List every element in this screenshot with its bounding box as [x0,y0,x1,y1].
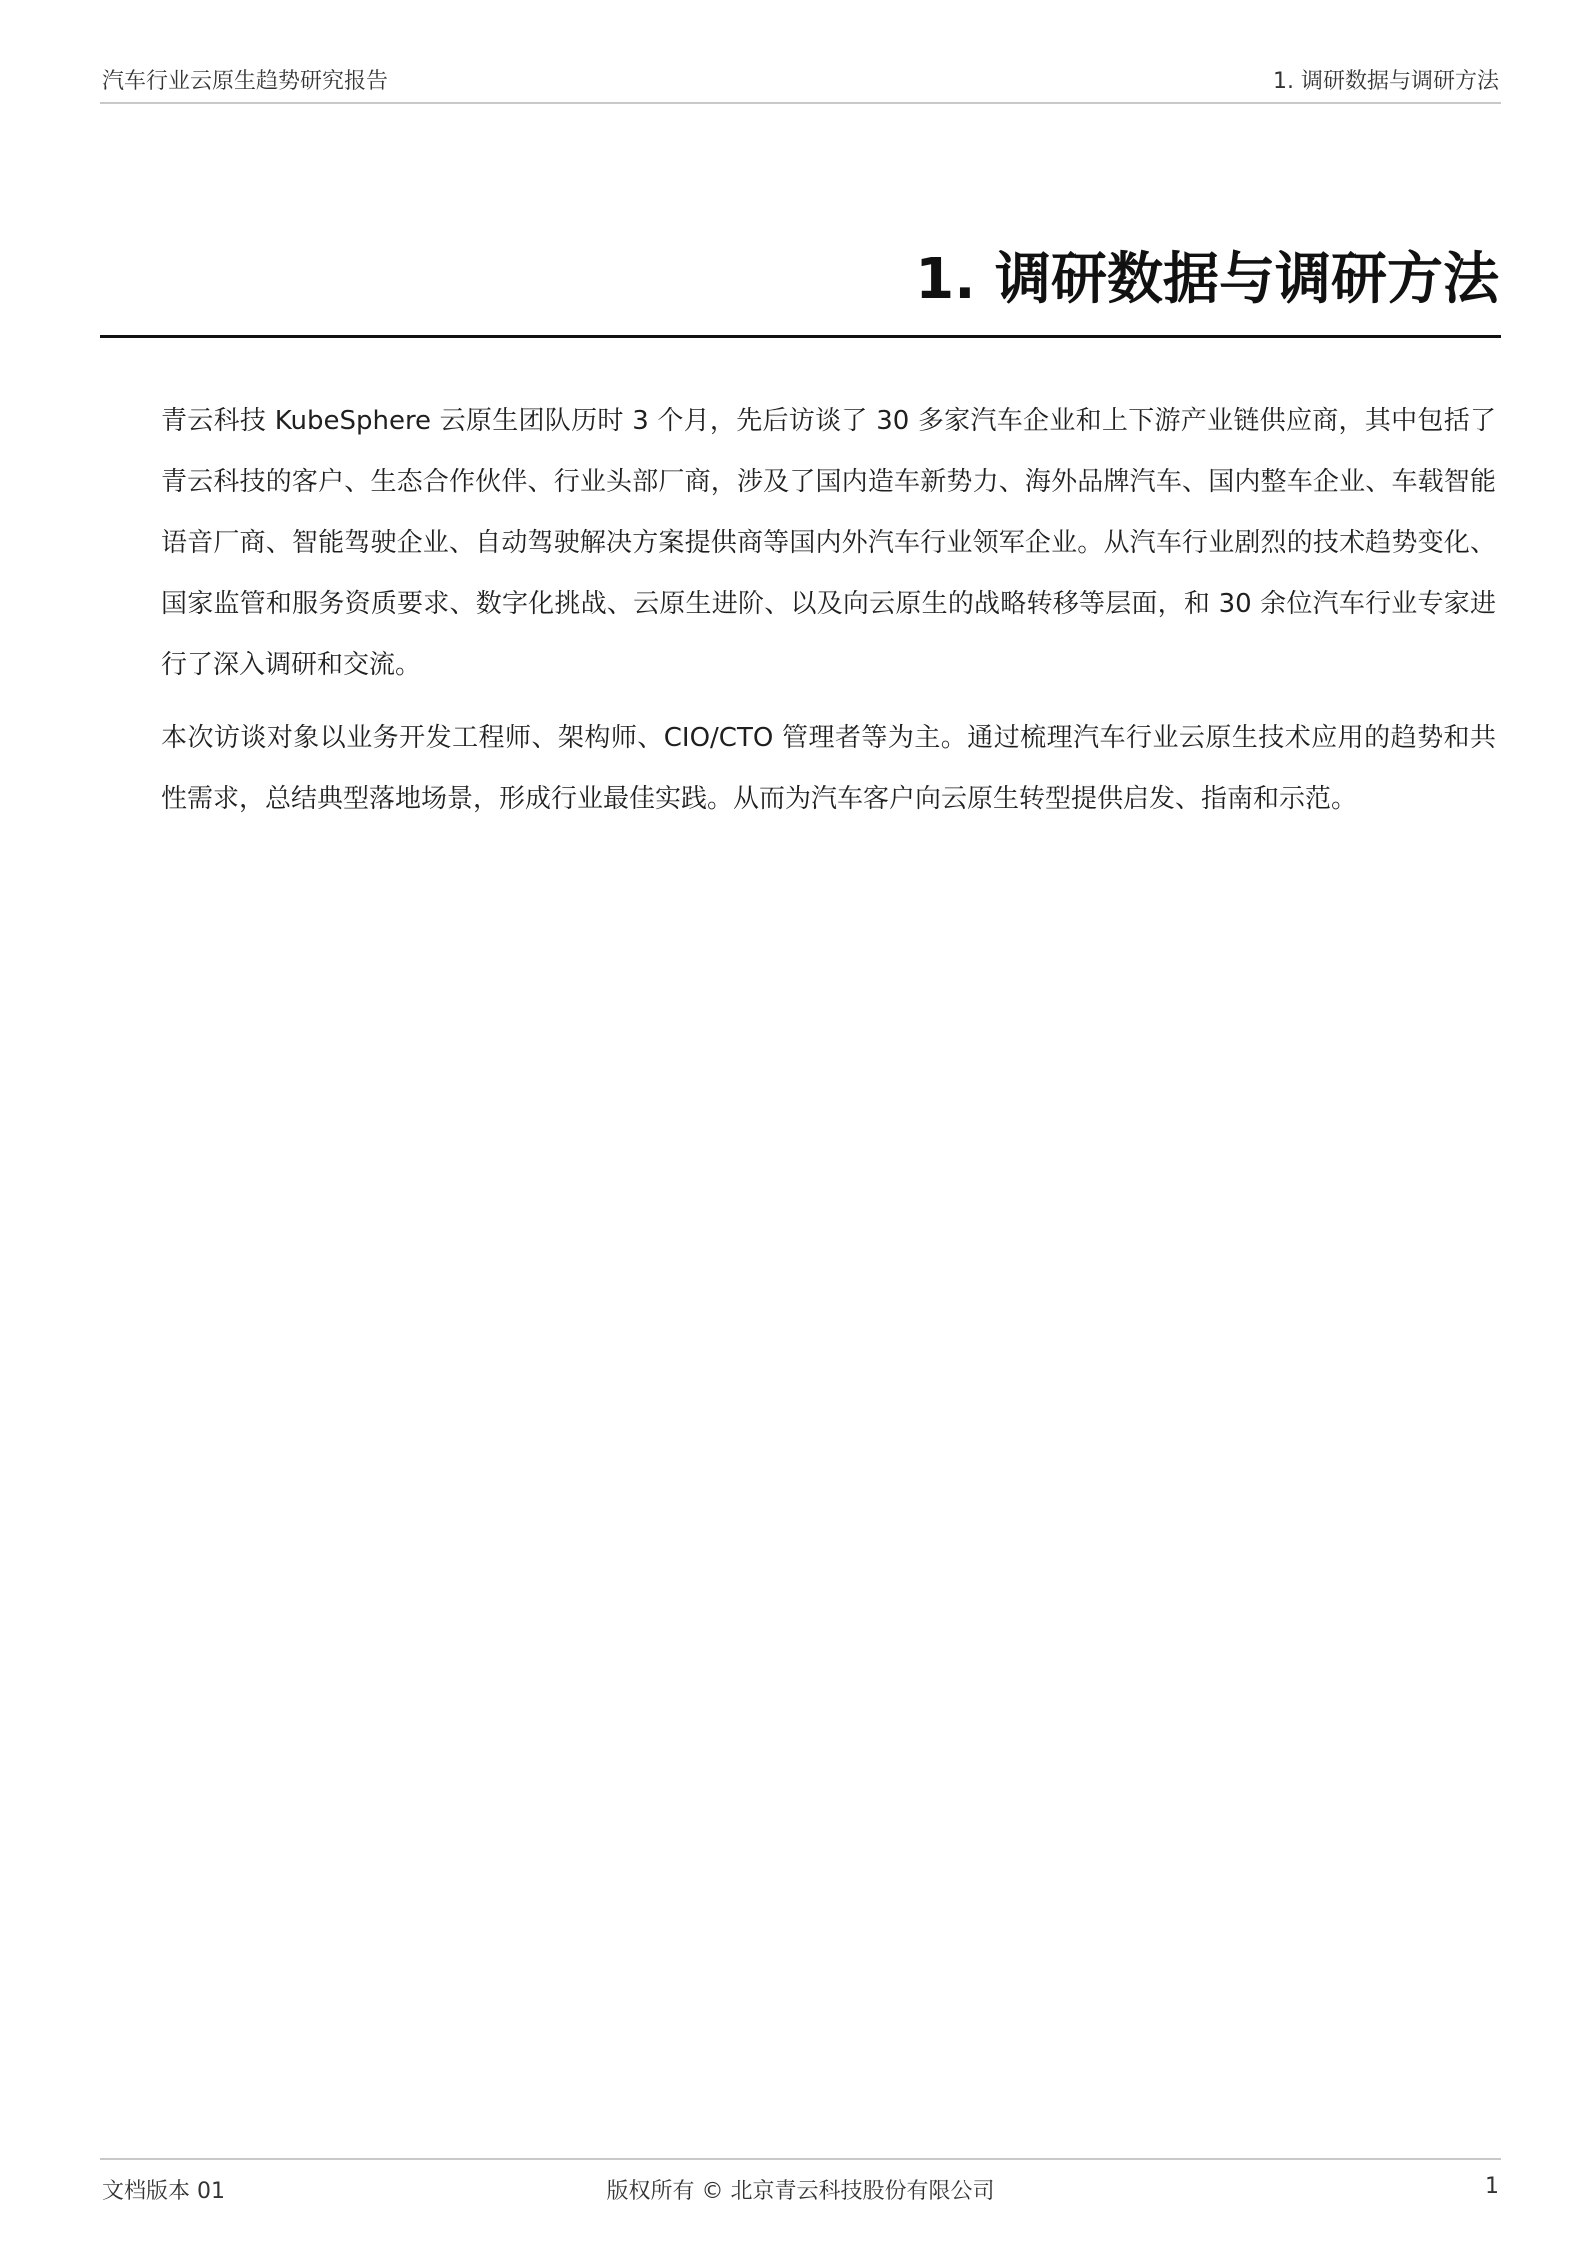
paragraph: 青云科技 KubeSphere 云原生团队历时 3 个月，先后访谈了 30 多家汽车企业和上下游产业链供应商，其中包括了青云科技的客户、生态合作伙伴、行业头部厂商，涉及了国内造车新势力、海外品牌汽车、国内整车企业、车载智能语音厂商、智能驾驶企业、自动驾驶解决方案提供商等国内外汽车行业领军企业。从汽车行业剧烈的技术趋势变化、国家监管和服务资质要求、数字化挑战、云原生进阶、以及向云原生的战略转移等层面，和 30 余位汽车行业专家进行了深入调研和交流。 [161,406,1496,680]
chapter-title: 1. 调研数据与调研方法 [915,247,1499,312]
paragraph: 本次访谈对象以业务开发工程师、架构师、CIO/CTO 管理者等为主。通过梳理汽车行业云原生技术应用的趋势和共性需求，总结典型落地场景，形成行业最佳实践。从而为汽车客户向云原生转型提供启发、指南和示范。 [161,723,1496,814]
copyright-notice: 版权所有 © 北京青云科技股份有限公司 [606,2179,995,2204]
chapter-heading [100,245,1501,338]
body-content [161,391,1496,842]
running-header [100,62,1501,104]
document-version: 文档版本 01 [102,2179,225,2204]
page-number: 1 [1485,2174,1499,2199]
section-title: 1. 调研数据与调研方法 [1273,69,1499,94]
running-footer [100,2158,1501,2210]
report-title: 汽车行业云原生趋势研究报告 [102,69,389,94]
